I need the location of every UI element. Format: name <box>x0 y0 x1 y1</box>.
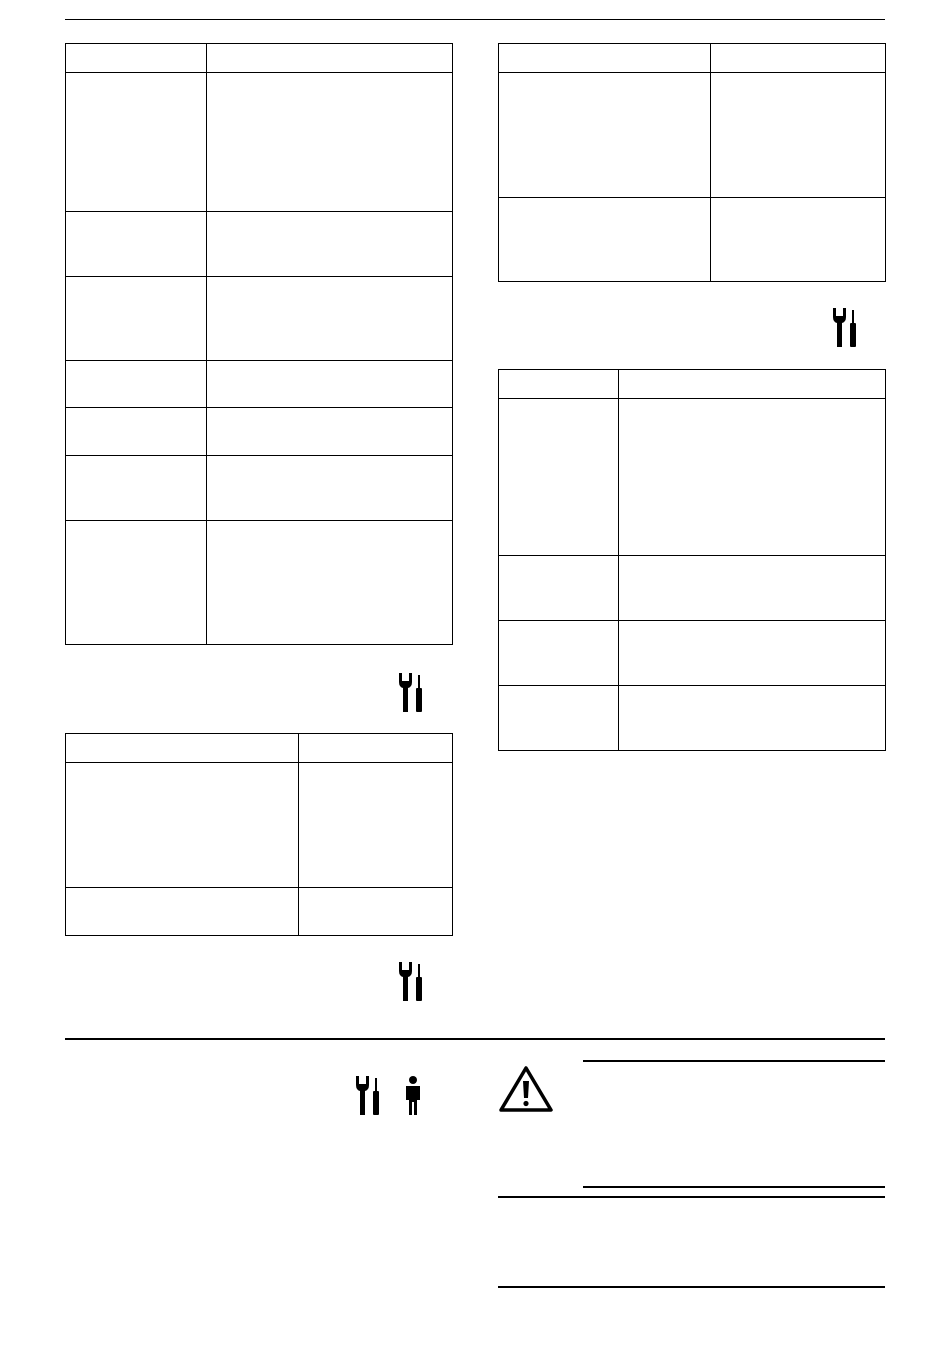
table-row <box>66 73 453 212</box>
table-row <box>499 556 886 621</box>
table-header-row <box>499 370 886 399</box>
table-row <box>66 888 453 936</box>
table-right-bottom <box>498 369 886 751</box>
tools-icon <box>832 308 858 348</box>
section-divider <box>65 1038 885 1040</box>
table-row <box>499 621 886 686</box>
table-row <box>499 73 886 198</box>
tools-icon <box>355 1076 381 1116</box>
tools-icon <box>398 673 424 713</box>
table-header-row <box>499 44 886 73</box>
table-row <box>66 763 453 888</box>
table-row <box>499 399 886 556</box>
note-box-bottom-rule <box>498 1286 885 1288</box>
table-header-row <box>66 734 453 763</box>
warning-icon <box>498 1065 554 1113</box>
table-row <box>499 198 886 282</box>
table-right-top <box>498 43 886 282</box>
table-row <box>499 686 886 751</box>
person-icon <box>403 1076 423 1116</box>
table-row <box>66 408 453 456</box>
table-header-row <box>66 44 453 73</box>
table-left-bottom <box>65 733 453 936</box>
table-row <box>66 277 453 361</box>
table-row <box>66 456 453 521</box>
warning-box-bottom-rule <box>583 1186 885 1188</box>
warning-box-top-rule <box>583 1060 885 1062</box>
top-rule <box>65 19 885 20</box>
table-row <box>66 212 453 277</box>
note-box-top-rule <box>498 1196 885 1198</box>
table-row <box>66 521 453 645</box>
tools-icon <box>398 962 424 1002</box>
table-row <box>66 361 453 408</box>
table-left-top <box>65 43 453 645</box>
